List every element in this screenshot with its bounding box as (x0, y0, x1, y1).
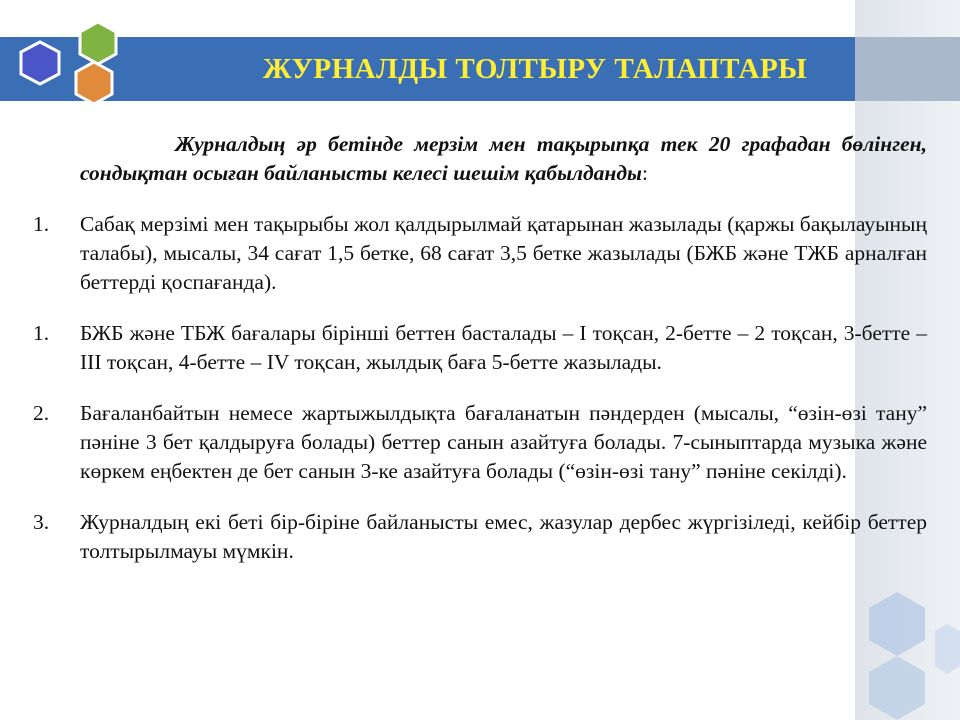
list-item-number: 2. (33, 401, 50, 425)
list-item-text: Бағаланбайтын немесе жартыжылдықта бағаланатын пәндерден (мысалы, “өзін-өзі тану” пәніне 3 бет қалдыруға болады) беттер санын азайтуға болады. 7-сыныптарда музыка және көркем еңбектен де бет санын 3-ке азайтуға болады (“өзін-өзі тану” пәніне секілді). (80, 401, 927, 483)
list-item-number: 3. (33, 510, 50, 534)
list-item (33, 319, 927, 377)
hexagon-decor-top (869, 592, 925, 656)
list-item (33, 210, 927, 297)
slide-body (33, 130, 927, 588)
list-item (33, 508, 927, 566)
list-item-text: Сабақ мерзімі мен тақырыбы жол қалдырылмай қатарынан жазылады (қаржы бақылауының талабы), мысалы, 34 сағат 1,5 бетке, 68 сағат 3,5 бетке жазылады (БЖБ және ТЖБ арналған беттерді қоспағанда). (80, 212, 927, 294)
slide-title: ЖУРНАЛДЫ ТОЛТЫРУ ТАЛАПТАРЫ (262, 53, 808, 85)
hexagon-decor-bottom (869, 656, 925, 720)
intro-paragraph (33, 130, 927, 188)
title-bar-end (855, 37, 960, 101)
hexagon-blue (21, 42, 59, 84)
list-item-text: Журналдың екі беті бір-біріне байланысты емес, жазулар дербес жүргізіледі, кейбір беттер толтырылмауы мүмкін. (80, 510, 927, 563)
hexagon-orange (76, 62, 112, 104)
hexagon-logo-icon (12, 20, 122, 115)
list-item-number: 1. (33, 321, 50, 345)
hexagon-decor-side (935, 624, 960, 674)
list-item (33, 399, 927, 486)
intro-text: Журналдың әр бетінде мерзім мен тақырыпқа тек 20 графадан бөлінген, сондықтан осыған байланысты келесі шешім қабылданды (80, 132, 927, 185)
list-item-number: 1. (33, 212, 50, 236)
hexagon-decor-icon (855, 586, 960, 720)
intro-suffix: : (641, 161, 648, 185)
list-item-text: БЖБ және ТБЖ бағалары бірінші беттен басталады – І тоқсан, 2-бетте – 2 тоқсан, 3-бетте – ІІІ тоқсан, 4-бетте – ІV тоқсан, жылдық баға 5-бетте жазылады. (80, 321, 927, 374)
hexagon-green (80, 22, 116, 64)
